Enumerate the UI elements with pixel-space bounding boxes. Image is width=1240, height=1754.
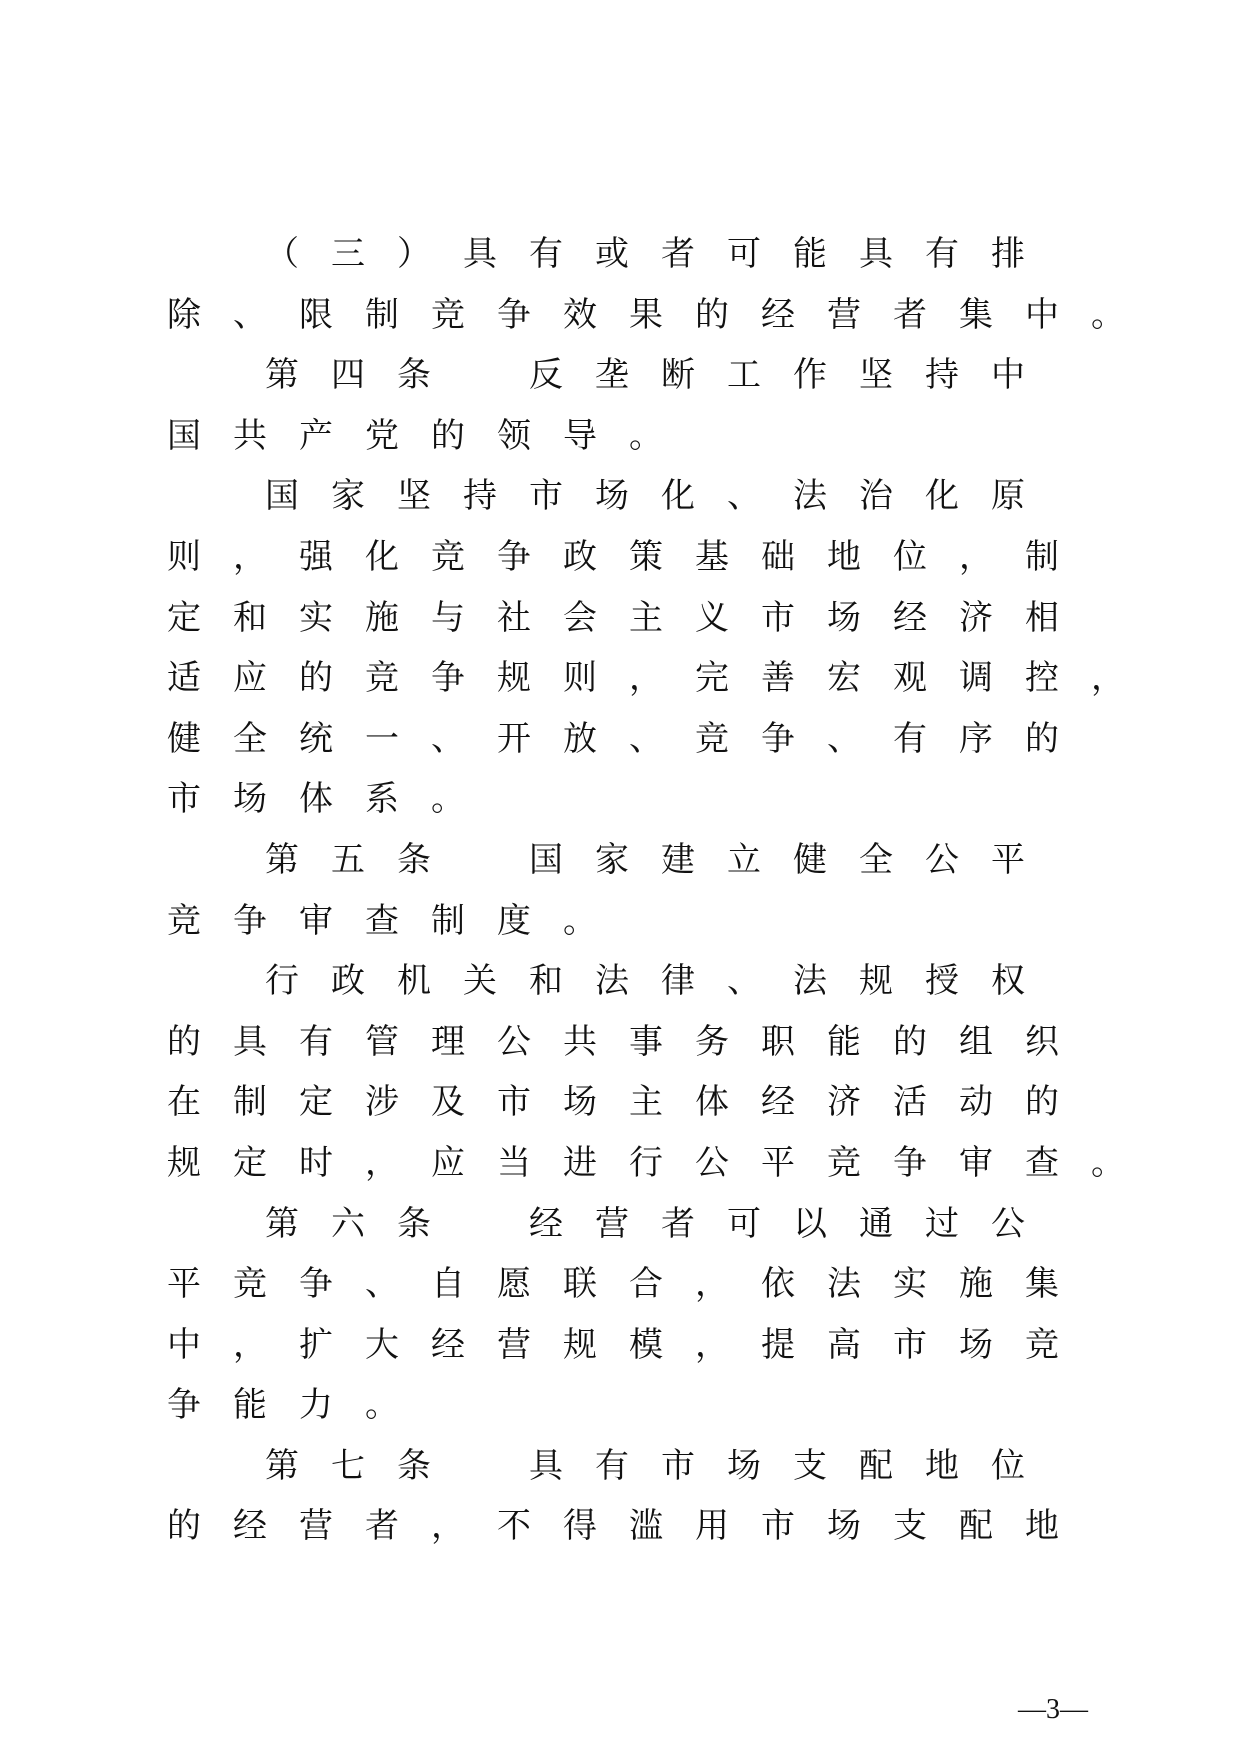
paragraph-line-22: 的经营者，不得滥用市场支配地	[167, 1506, 1091, 1547]
paragraph-line-7: 定和实施与社会主义市场经济相	[167, 597, 1091, 638]
paragraph-line-20: 争能力。	[167, 1385, 431, 1426]
paragraph-line-1: （三）具有或者可能具有排	[265, 234, 1057, 274]
paragraph-line-16: 规定时，应当进行公平竞争审查。	[167, 1142, 1157, 1183]
paragraph-line-9: 健全统一、开放、竞争、有序的	[167, 718, 1091, 759]
article-5-heading-line: 第五条 国家建立健全公平	[265, 839, 1057, 880]
paragraph-line-14: 的具有管理公共事务职能的组织	[167, 1021, 1091, 1062]
paragraph-line-2: 除、限制竞争效果的经营者集中。	[167, 294, 1157, 335]
page-number: —3—	[1018, 1694, 1088, 1725]
paragraph-line-4: 国共产党的领导。	[167, 415, 695, 456]
paragraph-line-8: 适应的竞争规则，完善宏观调控，	[167, 658, 1157, 699]
paragraph-line-19: 中，扩大经营规模，提高市场竞	[167, 1324, 1091, 1365]
article-7-heading-line: 第七条 具有市场支配地位	[265, 1445, 1057, 1486]
paragraph-line-10: 市场体系。	[167, 779, 497, 820]
paragraph-line-18: 平竞争、自愿联合，依法实施集	[167, 1264, 1091, 1305]
article-4-heading-line: 第四条 反垄断工作坚持中	[265, 355, 1057, 396]
paragraph-line-5: 国家坚持市场化、法治化原	[265, 476, 1057, 517]
paragraph-line-15: 在制定涉及市场主体经济活动的	[167, 1082, 1091, 1123]
paragraph-line-12: 竞争审查制度。	[167, 900, 629, 941]
paragraph-line-13: 行政机关和法律、法规授权	[265, 961, 1057, 1002]
article-6-heading-line: 第六条 经营者可以通过公	[265, 1203, 1057, 1244]
paragraph-line-6: 则，强化竞争政策基础地位，制	[167, 536, 1091, 577]
body-text	[167, 224, 1157, 1557]
